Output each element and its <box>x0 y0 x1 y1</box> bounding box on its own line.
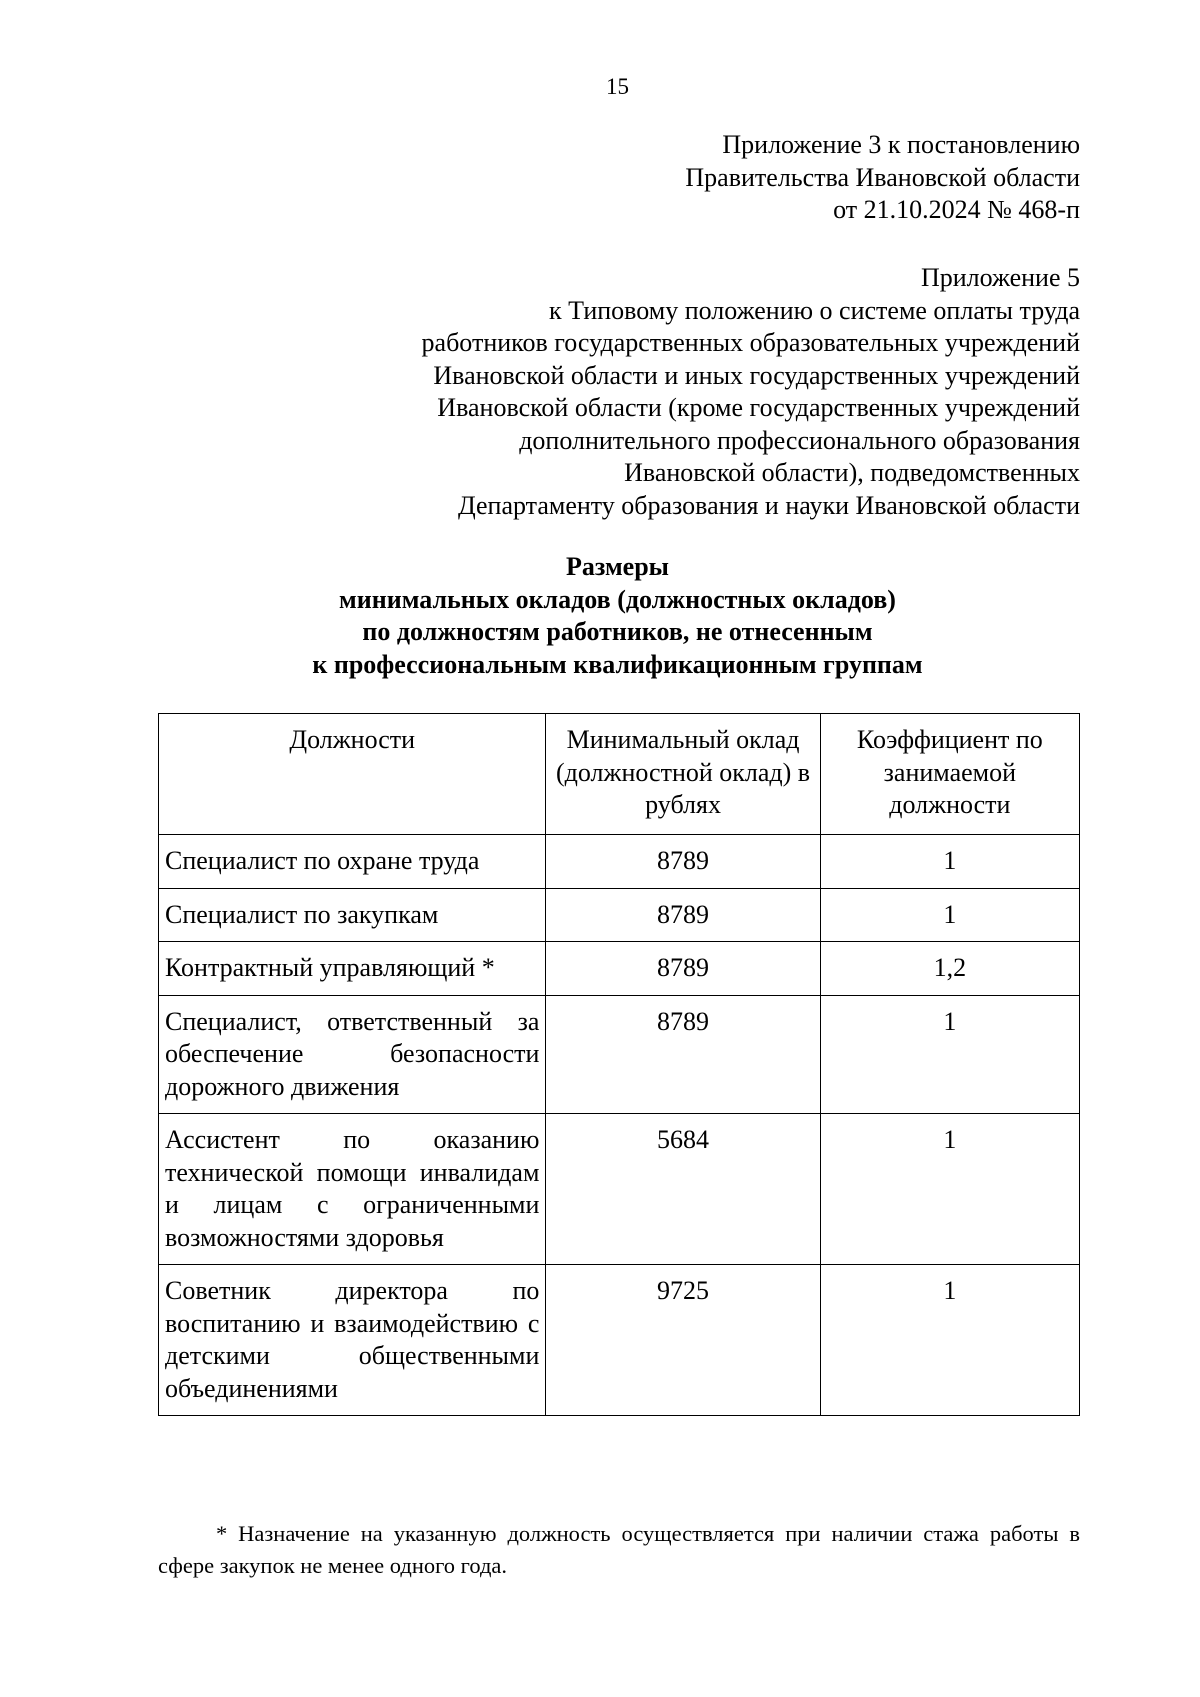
table-row <box>159 1265 1080 1416</box>
document-title-line: минимальных окладов (должностных окладов) <box>339 584 896 614</box>
table-row <box>159 888 1080 942</box>
appendix-header-line: Правительства Ивановской области <box>685 162 1080 192</box>
table-row <box>159 1114 1080 1265</box>
appendix-header-line: Ивановской области), подведомственных <box>624 458 1080 487</box>
appendix-header-resolution <box>685 129 1080 227</box>
table-row <box>159 835 1080 889</box>
coefficient-cell: 1 <box>820 888 1079 942</box>
table-row <box>159 995 1080 1114</box>
coefficient-cell: 1 <box>820 995 1079 1114</box>
document-title-line: Размеры <box>566 552 669 581</box>
appendix-header-line: Приложение 5 <box>920 263 1080 292</box>
position-cell: Специалист по закупкам <box>159 888 546 942</box>
appendix-header-line: работников государственных образовательных учреждений <box>421 328 1080 357</box>
salary-cell: 8789 <box>546 835 820 889</box>
position-cell: Советник директора по воспитанию и взаимодействию с детскими общественными объединениями <box>159 1265 546 1416</box>
page-number: 15 <box>606 74 629 99</box>
appendix-header-line: Ивановской области и иных государственных учреждений <box>433 360 1080 390</box>
appendix-header-line: к Типовому положению о системе оплаты труда <box>548 295 1080 325</box>
appendix-header-line: Департаменту образования и науки Ивановской области <box>457 490 1080 520</box>
table-row <box>159 942 1080 996</box>
coefficient-cell: 1,2 <box>820 942 1079 996</box>
coefficient-cell: 1 <box>820 1114 1079 1265</box>
header-salary: Минимальный оклад (должностной оклад) в рублях <box>546 714 820 835</box>
salary-cell: 8789 <box>546 888 820 942</box>
footnote: * Назначение на указанную должность осуществляется при наличии стажа работы в сфере закупок не менее одного года. <box>158 1521 1080 1578</box>
position-cell: Специалист по охране труда <box>159 835 546 889</box>
position-cell: Ассистент по оказанию технической помощи инвалидам и лицам с ограниченными возможностями здоровья <box>159 1114 546 1265</box>
appendix-header-line: от 21.10.2024 № 468-п <box>833 195 1080 224</box>
salary-cell: 5684 <box>546 1114 820 1265</box>
salary-cell: 8789 <box>546 995 820 1114</box>
appendix-header-regulation <box>422 262 1080 522</box>
salary-cell: 8789 <box>546 942 820 996</box>
coefficient-cell: 1 <box>820 1265 1079 1416</box>
document-title <box>0 551 1200 681</box>
salary-cell: 9725 <box>546 1265 820 1416</box>
document-title-line: к профессиональным квалификационным группам <box>312 649 923 679</box>
appendix-header-line: Приложение 3 к постановлению <box>722 130 1080 159</box>
appendix-header-line: Ивановской области (кроме государственных учреждений <box>437 393 1080 422</box>
table-header-row <box>159 714 1080 835</box>
position-cell: Специалист, ответственный за обеспечение безопасности дорожного движения <box>159 995 546 1114</box>
coefficient-cell: 1 <box>820 835 1079 889</box>
header-position: Должности <box>159 714 546 835</box>
header-coefficient: Коэффициент по занимаемой должности <box>820 714 1079 835</box>
appendix-header-line: дополнительного профессионального образования <box>519 425 1080 455</box>
position-cell: Контрактный управляющий * <box>159 942 546 996</box>
document-title-line: по должностям работников, не отнесенным <box>362 617 873 646</box>
salary-table <box>158 713 1080 1416</box>
